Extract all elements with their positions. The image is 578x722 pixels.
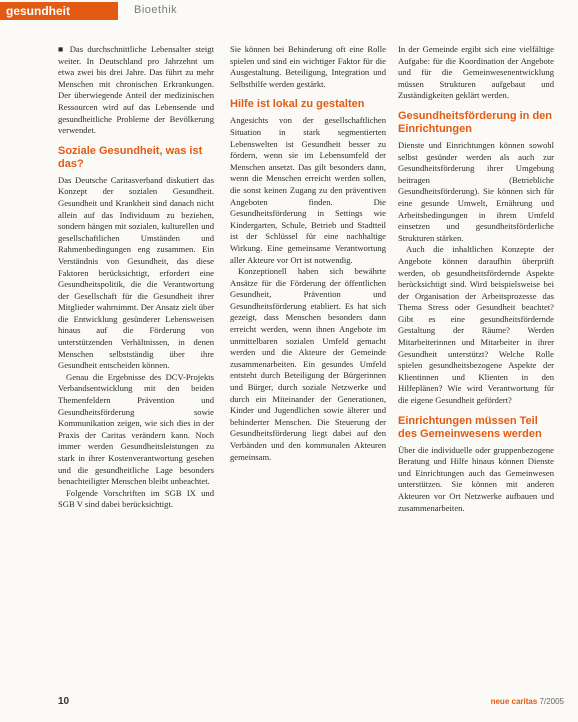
page-footer [0,694,578,714]
body-paragraph: Angesichts von der gesellschaftlichen Situation in stark segmentierten Lebenswelten ist Gesundheit besser zu fördern, wenn sie im Lebensumfeld der Menschen ansetzt. Das gilt besonders dann, wenn die Menschen erreicht werden sollen, die sonst keinen Zugang zu den präventiven Angeboten finden. Die Gesundheitsförderung in Settings wie Kindergarten, Schule, Betrieb und Stadtteil ist der Schlüssel für eine nachhaltige Wirkung. Eine gemeinsame Verantwortung aller Akteure vor Ort ist notwendig. [230,115,386,265]
body-paragraph: Auch die inhaltlichen Konzepte der Angebote können daraufhin überprüft werden, ob gesundheitsfördernde Aspekte berücksichtigt sind. Wird beispielsweise bei der Organisation der Arbeitsprozesse das Thema Stress oder Gesundheit beachtet? Gibt es eine gesundheitsfördernde Gestaltung der Räume? Werden Mitarbeiterinnen und Mitarbeiter in ihrer Gesundheit unterstützt? Welche Rolle spielen gesundheitsbezogene Aspekte der Klientinnen und Klienten in den Hilfeplänen? Wie wird Verantwortung für die eigene Gesundheit gefördert? [398,244,554,406]
magazine-name: neue caritas [490,697,538,706]
issue-number: 7/2005 [539,697,564,706]
body-paragraph: Konzeptionell haben sich bewährte Ansätze für die Förderung der öffentlichen Gesundheit, Prävention und Gesundheitsförderung etabliert. Es hat sich gezeigt, dass Menschen besonders dann erreicht werden, wenn ihnen Angebote im unmittelbaren sozialen Umfeld gemacht werden und die Akteure der Gemeinde zusammenarbeiten. Ein gesundes Umfeld entsteht durch Beteiligung der Bürgerinnen und Bürger, durch soziale Netzwerke und durch ein Miteinander der Generationen, Kinder und Jugendlichen sowie älterer und behinderter Menschen. Die Steuerung der Gesundheitsförderung liegt dabei auf den Verbänden und den kommunalen Akteuren gemeinsam. [230,266,386,462]
section-kicker: Bioethik [134,4,178,16]
section-heading: Einrichtungen müssen Teil des Gemeinwesens werden [398,414,542,440]
body-paragraph: Folgende Vorschriften im SGB IX und SGB V sind dabei berücksichtigt. [58,487,214,510]
section-heading: Soziale Gesundheit, was ist das? [58,144,203,170]
body-paragraph: Dienste und Einrichtungen können sowohl selbst gesünder werden als auch zur Gesundheitsförderung ihrer Umgebung beitragen (Betriebliche Gesundheitsförderung). Sie können sich für eine gesunde Umwelt, Ernährung und Arbeitsbedingungen in ihrem Umfeld einsetzen und gesundheitsförderliche Strukturen stärken. [398,139,554,243]
magazine-credit [491,697,564,706]
page-header [0,0,578,24]
article-column-2 [230,44,386,463]
section-tag: gesundheit [0,2,118,20]
article-column-3 [398,44,554,514]
body-paragraph: Das Deutsche Caritasverband diskutiert das Konzept der sozialen Gesundheit. Gesundheit und Krankheit sind danach nicht allein auf das Individuum zu beziehen, sondern hängen mit sozialen, kulturellen und gesellschaftlichen Umständen und Rahmenbedingungen eng zusammen. Ein Verständnis von Gesundheit, das diese Faktoren berücksichtigt, erfordert eine Gesundheitspolitik, die die Verantwortung der Gesellschaft für die Gesundheit ihrer Mitglieder wahrnimmt. Der Ansatz zielt über die Entwicklung gesünderer Lebensweisen hinaus auf die Förderung von unterstützenden Verhältnissen, in denen Menschen selbstständig über ihre Gesundheit entscheiden können. [58,174,214,371]
page-number: 10 [58,696,70,707]
body-paragraph: Genau die Ergebnisse des DCV-Projekts Verbandsentwicklung mit den beiden Themenfeldern Prävention und Gesundheitsförderung sowie Kommunikation zeigen, wie sich dies in der Praxis der Caritas verändern kann. Noch immer werden Gesundheitsleistungen zu stark in ihrer Kostenverantwortung gesehen und die gesundheitliche Lage besonders benachteiligter Menschen bleibt unbeachtet. [58,371,214,487]
body-paragraph: ■ Das durchschnittliche Lebensalter steigt weiter. In Deutschland pro Jahrzehnt um etwa zwei bis drei Jahre. Das führt zu mehr Menschen mit chronischen Erkrankungen. Der überwiegende Anteil der medizinischen Ressourcen wird auf das Lebensende und gesundheitliche Probleme der Bevölkerung verwendet. [58,44,214,136]
section-heading: Hilfe ist lokal zu gestalten [230,98,365,111]
body-paragraph: Sie können bei Behinderung oft eine Rolle spielen und sind ein wichtiger Faktor für die Ausgestaltung. Beteiligung, Integration und Selbsthilfe werden gestärkt. [230,44,386,89]
body-paragraph: Über die individuelle oder gruppenbezogene Beratung und Hilfe hinaus können Dienste und Einrichtungen auch das Gemeinwesen unterstützen. Sie können mit anderen Akteuren vor Ort Netzwerke aufbauen und zusammenarbeiten. [398,444,554,513]
article-column-1 [58,44,214,511]
section-heading: Gesundheitsförderung in den Einrichtungen [398,109,553,135]
body-paragraph: In der Gemeinde ergibt sich eine vielfältige Aufgabe: für die Koordination der Angebote und für die Gemeinwesenentwicklung müssen Strukturen aufgebaut und Zuständigkeiten geklärt werden. [398,44,554,101]
